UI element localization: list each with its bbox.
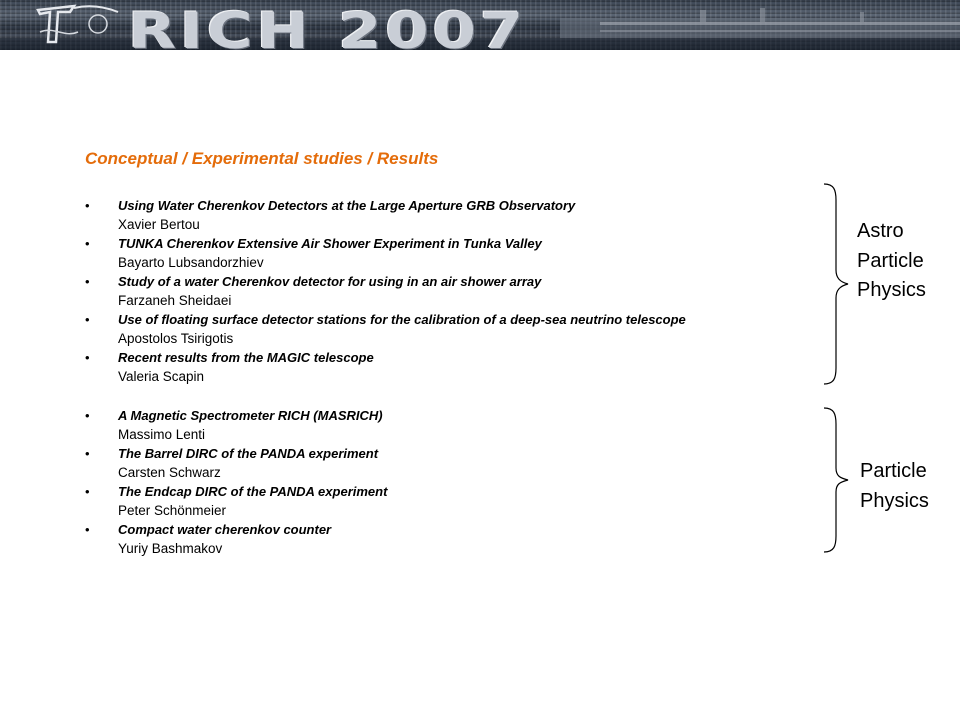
bullet: • xyxy=(85,274,90,289)
rich-logo-icon xyxy=(34,2,126,48)
talk-title: TUNKA Cherenkov Extensive Air Shower Experiment in Tunka Valley xyxy=(118,236,542,251)
list-item xyxy=(85,196,825,234)
list-item xyxy=(85,310,825,348)
bullet: • xyxy=(85,446,90,461)
section-heading: Conceptual / Experimental studies / Results xyxy=(85,149,439,168)
talk-title: Use of floating surface detector stations for the calibration of a deep-sea neutrino telescope xyxy=(118,312,686,327)
brace-astro-particle xyxy=(818,182,858,386)
talk-author: Valeria Scapin xyxy=(118,369,205,384)
talk-title: Compact water cherenkov counter xyxy=(118,522,332,537)
talk-author: Carsten Schwarz xyxy=(118,465,221,480)
list-item xyxy=(85,348,825,386)
talk-author: Massimo Lenti xyxy=(118,427,206,442)
talk-list-particle xyxy=(85,406,825,558)
category-label-particle-physics: Particle Physics xyxy=(860,460,929,512)
list-item xyxy=(85,520,825,558)
bullet: • xyxy=(85,236,90,251)
bullet: • xyxy=(85,350,90,365)
talk-title: A Magnetic Spectrometer RICH (MASRICH) xyxy=(118,408,383,423)
talk-author: Apostolos Tsirigotis xyxy=(118,331,234,346)
header-banner xyxy=(0,0,960,50)
talk-author: Yuriy Bashmakov xyxy=(118,541,223,556)
talk-list-astro-particle xyxy=(85,196,825,386)
talk-title: The Barrel DIRC of the PANDA experiment xyxy=(118,446,379,461)
talk-author: Bayarto Lubsandorzhiev xyxy=(118,255,264,270)
talk-title: Study of a water Cherenkov detector for using in an air shower array xyxy=(118,274,542,289)
talk-author: Xavier Bertou xyxy=(118,217,200,232)
list-item xyxy=(85,482,825,520)
list-item xyxy=(85,234,825,272)
bullet: • xyxy=(85,312,90,327)
talk-title: Recent results from the MAGIC telescope xyxy=(118,350,374,365)
bullet: • xyxy=(85,522,90,537)
banner-title: RICH 2007 xyxy=(128,2,528,50)
bullet: • xyxy=(85,198,90,213)
category-label-astro-particle-physics: Astro Particle Physics xyxy=(857,220,926,301)
list-item xyxy=(85,406,825,444)
list-item xyxy=(85,272,825,310)
talk-title: Using Water Cherenkov Detectors at the Large Aperture GRB Observatory xyxy=(118,198,576,213)
talk-title: The Endcap DIRC of the PANDA experiment xyxy=(118,484,388,499)
brace-particle xyxy=(818,406,858,554)
bullet: • xyxy=(85,408,90,423)
talk-author: Peter Schönmeier xyxy=(118,503,227,518)
talk-author: Farzaneh Sheidaei xyxy=(118,293,232,308)
list-item xyxy=(85,444,825,482)
bullet: • xyxy=(85,484,90,499)
